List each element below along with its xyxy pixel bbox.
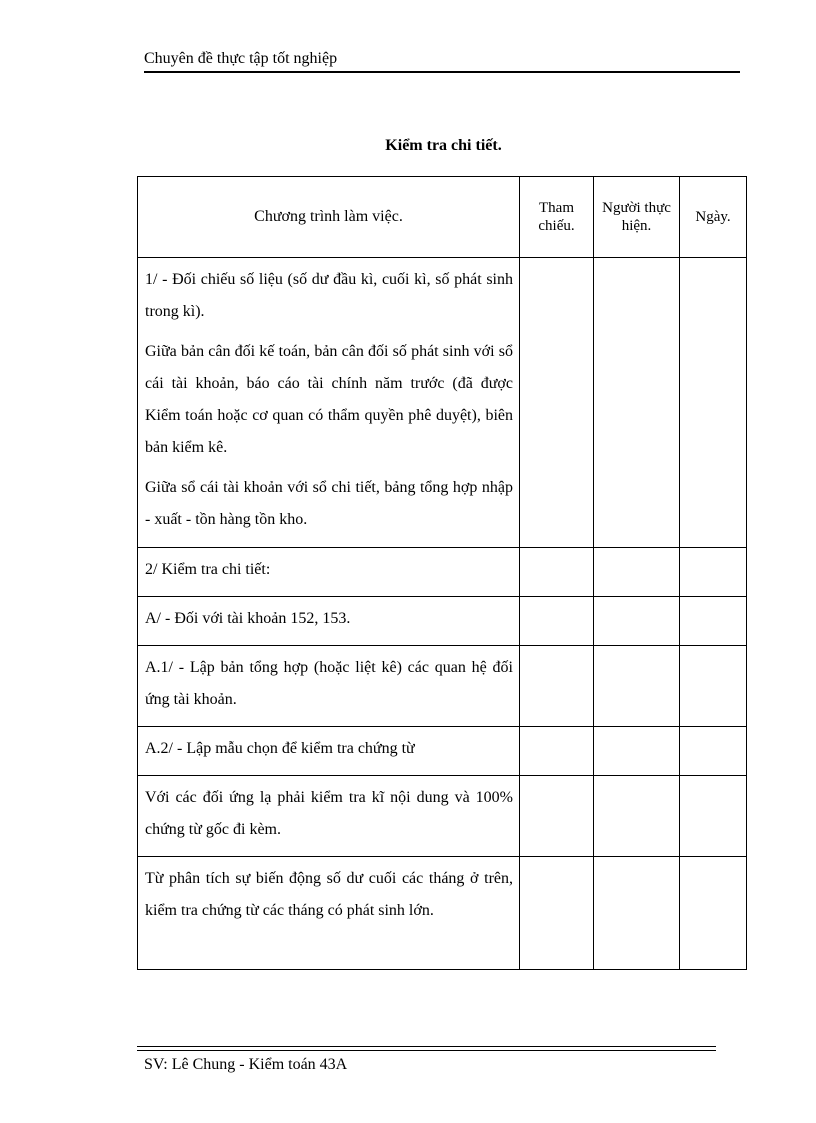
task-text: Giữa bản cân đối kế toán, bản cân đối số phát sinh với sổ cái tài khoản, báo cáo tài chính năm trước (đã được Kiểm toán hoặc cơ quan có thẩm quyền phê duyệt), biên bản kiểm kê. [145,343,513,456]
document-title: Kiểm tra chi tiết. [385,137,502,154]
date-cell [680,597,747,646]
task-cell [138,857,520,970]
table-row [138,857,747,970]
task-text: Giữa sổ cái tài khoản với sổ chi tiết, bảng tổng hợp nhập - xuất - tồn hàng tồn kho. [145,479,513,528]
performer-cell [594,776,680,857]
reference-cell [520,597,594,646]
table-row [138,597,747,646]
table-row [138,646,747,727]
performer-cell [594,258,680,548]
date-cell [680,646,747,727]
reference-cell [520,857,594,970]
task-text: Với các đối ứng lạ phải kiểm tra kĩ nội dung và 100% chứng từ gốc đi kèm. [145,789,513,838]
date-cell [680,548,747,597]
task-text: 2/ Kiểm tra chi tiết: [145,561,271,578]
footer-rule [137,1046,716,1047]
reference-cell [520,646,594,727]
reference-cell [520,727,594,776]
table-row [138,258,747,548]
reference-cell [520,548,594,597]
date-cell [680,258,747,548]
performer-cell [594,597,680,646]
task-text: 1/ - Đối chiếu số liệu (số dư đầu kì, cuối kì, số phát sinh trong kì). [145,271,513,320]
performer-cell [594,548,680,597]
task-cell [138,258,520,548]
task-text: Từ phân tích sự biến động số dư cuối các tháng ở trên, kiểm tra chứng từ các tháng có phát sinh lớn. [145,870,513,919]
audit-checklist-table [137,176,747,970]
task-text: A.1/ - Lập bản tổng hợp (hoặc liệt kê) các quan hệ đối ứng tài khoản. [145,659,513,708]
table-row [138,727,747,776]
column-header-program: Chương trình làm việc. [138,177,520,258]
performer-cell [594,727,680,776]
performer-cell [594,646,680,727]
task-cell [138,548,520,597]
page-footer [137,1046,716,1076]
date-cell [680,857,747,970]
date-cell [680,727,747,776]
column-header-date: Ngày. [680,177,747,258]
task-cell [138,776,520,857]
column-header-performer: Người thực hiện. [594,177,680,258]
footer-text: SV: Lê Chung - Kiểm toán 43A [144,1056,348,1073]
header-text: Chuyên đề thực tập tốt nghiệp [144,50,338,67]
table-row [138,776,747,857]
task-text: A.2/ - Lập mẫu chọn để kiểm tra chứng từ [145,740,415,757]
performer-cell [594,857,680,970]
table-row [138,548,747,597]
task-cell [138,646,520,727]
table-header-row [138,177,747,258]
reference-cell [520,776,594,857]
reference-cell [520,258,594,548]
page-header [144,48,740,73]
task-cell [138,727,520,776]
task-text: A/ - Đối với tài khoản 152, 153. [145,610,351,627]
date-cell [680,776,747,857]
column-header-reference: Tham chiếu. [520,177,594,258]
footer-rule [137,1050,716,1051]
task-cell [138,597,520,646]
